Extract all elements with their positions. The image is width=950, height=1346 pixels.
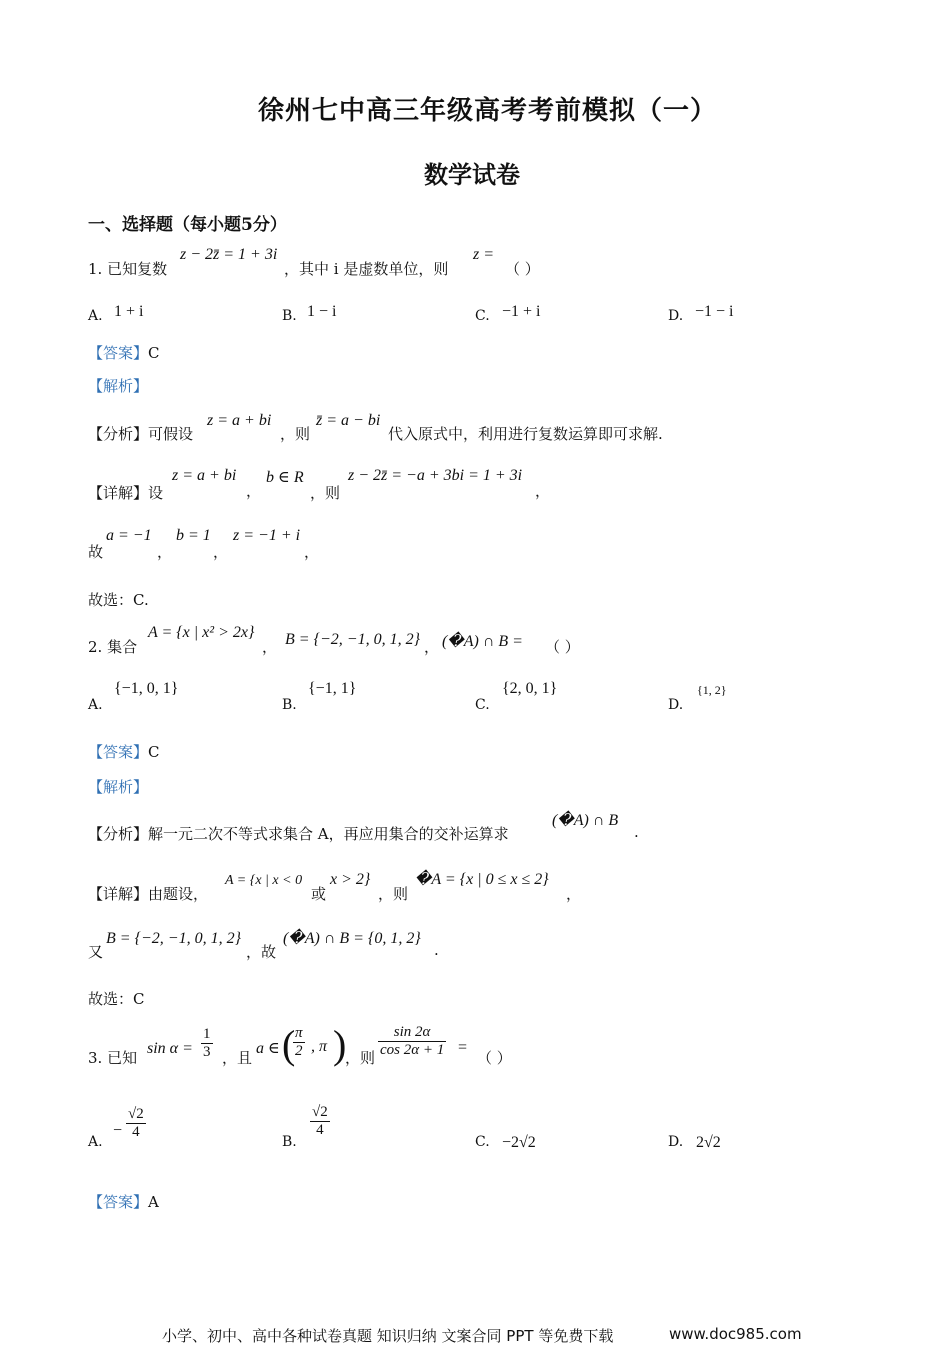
q2-option-b-letter: B. [282,697,297,713]
q1-option-a-value: 1 + i [114,303,144,320]
q1-detail-text-3: ，则 [310,484,341,502]
q1-gu-formula-3: z = −1 + i [233,527,301,544]
q1-fenxi [88,423,193,444]
answer-tag: 【答案】 [88,1193,149,1211]
answer-tag: 【答案】 [88,743,149,761]
q1-option-b-value: 1 − i [307,303,337,320]
q2-formula-a: A = {x | x² > 2x} [148,624,255,641]
fenxi-tag: 【分析】 [88,825,149,843]
q2-you-formula-1: B = {−2, −1, 0, 1, 2} [106,930,241,947]
q3-fraction-pi-half [293,1025,305,1060]
q1-ask: z = [473,246,495,263]
q3-fraction-numerator: 1 [203,1026,211,1042]
q2-analysis-tag: 【解析】 [88,778,149,796]
q2-detail-formula-1: A = {x | x < 0 [225,873,303,888]
q2-option-d-letter: D. [668,697,684,713]
q2-fenxi-formula: (�A) ∩ B [552,812,619,829]
q1-stem-prefix: 1. 已知复数 [88,260,168,278]
q1-analysis-tag: 【解析】 [88,377,149,395]
q2-paren: （ ） [545,638,580,656]
q3-paren: （ ） [477,1049,512,1067]
q2-sep-2: ， [424,638,440,656]
q3-option-c-letter: C. [475,1134,490,1150]
q3-option-a-value [126,1106,146,1141]
section-heading: 一、选择题（每小题5分） [88,215,287,235]
detail-text-1: 设 [148,484,164,502]
q3-option-a-letter: A. [88,1134,103,1150]
page-subtitle: 数学试卷 [424,160,520,189]
q2-sep-1: ， [262,638,278,656]
q1-gu-formula-2: b = 1 [176,527,211,544]
detail-text-1: 由题设， [148,885,209,903]
q2-you-text-2: ，故 [246,943,277,961]
q1-option-c-letter: C. [475,308,490,324]
footer-text: 小学、初中、高中各种试卷真题 知识归纳 文案合同 PPT 等免费下载 [162,1327,614,1345]
q2-detail-formula-3: �A = {x | 0 ≤ x ≤ 2} [415,871,549,888]
q2-stem-prefix: 2. 集合 [88,638,138,656]
q2-option-d-value: {1, 2} [697,683,727,697]
detail-tag: 【详解】 [88,885,149,903]
answer-value: A [148,1193,159,1211]
q2-you-label: 又 [88,943,104,961]
answer-value: C [148,344,160,362]
q2-option-b-value: {−1, 1} [308,680,357,697]
q3-ratio [378,1024,446,1059]
q3-option-a-numerator: √2 [128,1106,144,1122]
q1-paren: （ ） [505,260,540,278]
q2-option-c-letter: C. [475,697,490,713]
q1-formula: z − 2z̄ = 1 + 3i [180,246,278,263]
q2-fenxi-end: . [634,823,639,841]
q3-paren-right: ) [333,1022,347,1067]
q1-detail-formula-1: z = a + bi [172,467,237,484]
q1-fenxi-text-2: ，则 [280,425,311,443]
q3-option-c-value: −2√2 [502,1134,536,1151]
q3-option-a-denominator: 4 [132,1124,140,1140]
q3-sin-lhs: sin α = [147,1040,193,1057]
detail-tag: 【详解】 [88,484,149,502]
q1-detail-text-2: ， [246,482,262,500]
q2-formula-c: (�A) ∩ B = [442,633,523,650]
q3-a-in: a ∈ [256,1040,280,1057]
q3-option-b-numerator: √2 [312,1104,328,1120]
fenxi-text-1: 可假设 [148,425,194,443]
q1-option-a-letter: A. [88,308,103,324]
page-title: 徐州七中高三年级高考考前模拟（一） [258,96,718,126]
q3-option-b-denominator: 4 [316,1122,324,1138]
q3-two: 2 [295,1043,303,1059]
q1-option-b-letter: B. [282,308,297,324]
q1-gu-comma-1: ， [157,543,173,561]
q1-detail-text-4: ， [535,482,551,500]
q3-ratio-numerator: sin 2α [378,1024,446,1042]
q2-answer [88,741,160,762]
q2-you-formula-2: (�A) ∩ B = {0, 1, 2} [283,930,421,947]
footer-url[interactable]: www.doc985.com [669,1325,802,1343]
q3-option-b-letter: B. [282,1134,297,1150]
q3-pi: π [295,1025,303,1041]
q1-gu-label: 故 [88,543,104,561]
q3-pi-end: , π [311,1038,328,1055]
q3-option-d-value: 2√2 [696,1134,721,1151]
q2-fenxi [88,823,509,844]
q3-answer [88,1191,159,1212]
q2-you-end: . [434,941,439,959]
q2-detail-or: 或 [311,885,327,903]
q1-detail [88,482,163,503]
q3-stem-prefix: 3. 已知 [88,1049,138,1067]
q3-ratio-denominator: cos 2α + 1 [380,1042,445,1058]
q1-detail-formula-2: b ∈ R [266,469,304,486]
q1-fenxi-text-3: 代入原式中，利用进行复数运算即可求解. [388,425,663,443]
q1-detail-formula-3: z − 2z̄ = −a + 3bi = 1 + 3i [348,467,523,484]
q1-option-d-value: −1 − i [695,303,734,320]
q1-fenxi-formula-1: z = a + bi [207,412,272,429]
q2-detail-formula-2: x > 2} [330,871,371,888]
q3-fraction-denominator: 3 [203,1044,211,1060]
q2-detail-text-2: ，则 [378,885,409,903]
q1-gu-comma-3: ， [304,543,320,561]
q3-option-d-letter: D. [668,1134,684,1150]
q2-option-a-letter: A. [88,697,103,713]
q3-option-b-value [310,1104,330,1139]
q2-detail-text-3: ， [566,885,582,903]
q1-fenxi-formula-2: z̄ = a − bi [316,412,381,429]
answer-value: C [148,743,160,761]
q2-detail [88,883,208,904]
q2-option-c-value: {2, 0, 1} [502,680,558,697]
answer-tag: 【答案】 [88,344,149,362]
q3-paren-left: ( [282,1022,296,1067]
q2-option-a-value: {−1, 0, 1} [114,680,179,697]
q3-fraction-one-third [201,1026,213,1061]
q1-gu-comma-2: ， [213,543,229,561]
q1-answer [88,342,160,363]
fenxi-tag: 【分析】 [88,425,149,443]
q1-gu-formula-1: a = −1 [106,527,152,544]
q3-option-a-minus: − [113,1122,123,1139]
q3-ze: ，则 [345,1049,376,1067]
q2-choose: 故选：C [88,990,145,1008]
q1-option-c-value: −1 + i [502,303,541,320]
q3-qie: ，且 [222,1049,253,1067]
q2-formula-b: B = {−2, −1, 0, 1, 2} [285,631,420,648]
q1-option-d-letter: D. [668,308,684,324]
fenxi-text: 解一元二次不等式求集合 A，再应用集合的交补运算求 [148,825,509,843]
q1-stem-mid: ，其中 i 是虚数单位，则 [284,260,449,278]
q1-choose: 故选：C. [88,591,149,609]
q3-equals: = [458,1039,468,1056]
